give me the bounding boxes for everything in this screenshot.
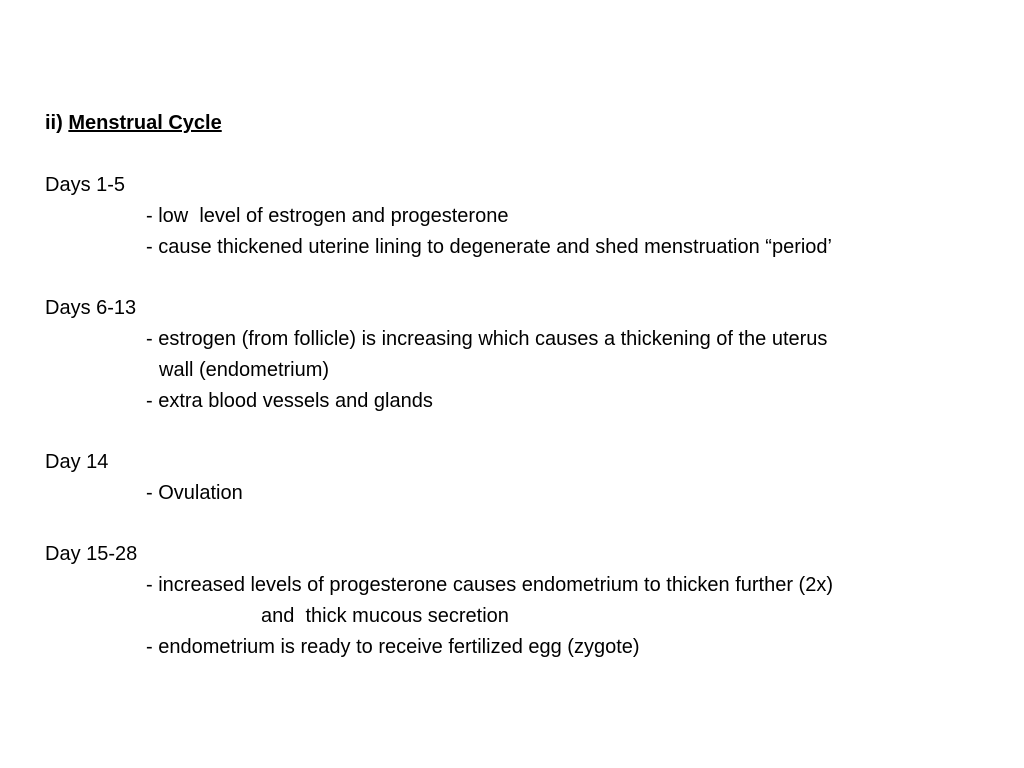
section-heading-days-1-5: Days 1-5: [45, 174, 126, 196]
bullet-line: - extra blood vessels and glands: [146, 390, 433, 412]
title-prefix: ii): [45, 112, 69, 134]
bullet-line: - cause thickened uterine lining to degenerate and shed menstruation “period’: [146, 236, 832, 258]
bullet-line: - endometrium is ready to receive fertilized egg (zygote): [146, 636, 640, 658]
bullet-line: - estrogen (from follicle) is increasing which causes a thickening of the uterus: [146, 328, 828, 350]
section-heading-days-6-13: Days 6-13: [45, 297, 137, 319]
slide-title: [45, 111, 222, 135]
bullet-continuation-line: wall (endometrium): [159, 359, 330, 381]
bullet-continuation-line: and thick mucous secretion: [261, 605, 509, 627]
section-heading-day-15-28: Day 15-28: [45, 543, 138, 565]
title-text: Menstrual Cycle: [68, 112, 222, 134]
bullet-line: - Ovulation: [146, 482, 243, 504]
section-heading-day-14: Day 14: [45, 451, 109, 473]
bullet-line: - increased levels of progesterone causes endometrium to thicken further (2x): [146, 574, 834, 596]
bullet-line: - low level of estrogen and progesterone: [146, 205, 509, 227]
